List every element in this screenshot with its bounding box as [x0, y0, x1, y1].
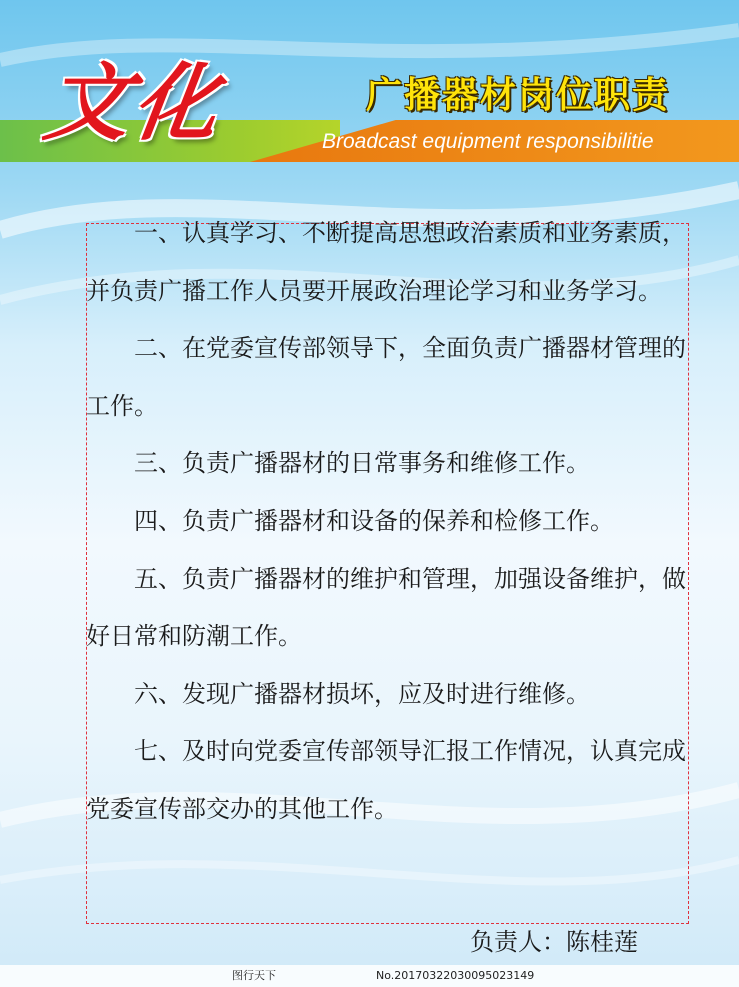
culture-logo: 文化 — [39, 53, 230, 152]
responsibility-item: 五、负责广播器材的维护和管理，加强设备维护，做好日常和防潮工作。 — [86, 564, 686, 651]
responsibilities-list — [86, 205, 686, 839]
responsibility-item: 七、及时向党委宣传部领导汇报工作情况，认真完成党委宣传部交办的其他工作。 — [86, 737, 686, 823]
responsibility-item: 六、发现广播器材损坏，应及时进行维修。 — [134, 679, 590, 708]
watermark-site: 图行天下 — [232, 969, 276, 982]
page-subtitle-en: Broadcast equipment responsibilitie — [322, 130, 654, 153]
responsibility-item: 二、在党委宣传部领导下，全面负责广播器材管理的工作。 — [86, 334, 686, 420]
responsibility-item: 三、负责广播器材的日常事务和维修工作。 — [134, 449, 590, 478]
responsible-person: 负责人：陈桂莲 — [470, 928, 638, 956]
responsibility-item: 一、认真学习、不断提高思想政治素质和业务素质，并负责广播工作人员要开展政治理论学习和业务学习。 — [86, 219, 686, 305]
watermark-bar — [0, 965, 739, 987]
page-title: 广播器材岗位职责 — [366, 75, 671, 116]
watermark-number: No.20170322030095023149 — [376, 969, 535, 982]
responsibility-item: 四、负责广播器材和设备的保养和检修工作。 — [134, 506, 614, 535]
